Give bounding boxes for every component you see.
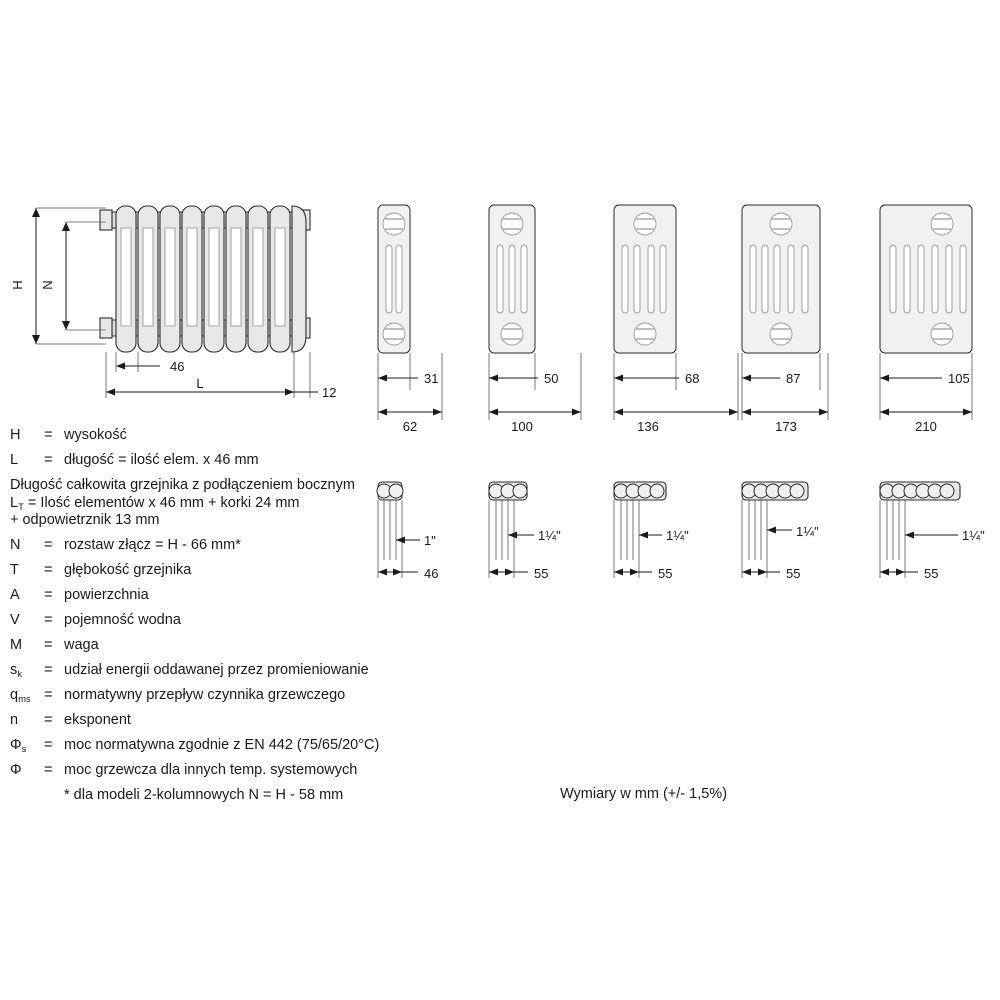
label-depth-inner-31: 31 (424, 371, 439, 386)
side-elevation-view (10, 206, 336, 400)
label-pitch-46: 46 (170, 359, 185, 374)
legend-text: moc grzewcza dla innych temp. systemowych (64, 762, 358, 778)
legend-text: udział energii oddawanej przez promieniowanie (64, 662, 369, 678)
legend-symbol (10, 663, 44, 678)
connection-detail-6-column (880, 482, 985, 581)
legend-row-V (10, 613, 480, 628)
legend-symbol: T (10, 562, 19, 578)
connection-detail-3-column (489, 482, 561, 581)
legend-symbol-base: q (10, 687, 19, 703)
legend-text: wysokość (64, 427, 127, 443)
legend-text: długość = ilość elem. x 46 mm (64, 452, 259, 468)
legend-symbol: M (10, 637, 23, 653)
legend-symbol-sub: k (17, 669, 22, 680)
legend-text: głębokość grzejnika (64, 562, 192, 578)
label-connection-size-1in: 1" (424, 533, 436, 548)
label-depth-inner-50: 50 (544, 371, 559, 386)
section-view-6-column (880, 205, 972, 434)
label-depth-inner-105: 105 (948, 371, 970, 386)
label-depth-outer-210: 210 (915, 419, 937, 434)
legend-row-L (10, 453, 480, 468)
connection-detail-4-column (614, 482, 689, 581)
connection-detail-5-column (742, 482, 819, 581)
legend-symbol: L (10, 452, 19, 468)
legend-symbol: H (10, 427, 21, 443)
section-view-3-column (489, 205, 581, 434)
units-note: Wymiary w mm (+/- 1,5%) (560, 786, 728, 802)
label-connection-offset-46: 46 (424, 566, 439, 581)
legend-equals: = (44, 637, 53, 653)
legend-equals: = (44, 662, 53, 678)
legend-row-phi-s (10, 738, 480, 753)
label-height-H: H (10, 280, 25, 290)
label-depth-outer-173: 173 (775, 419, 797, 434)
label-end-12: 12 (322, 385, 337, 400)
legend-symbol (10, 688, 44, 703)
legend-equals: = (44, 712, 53, 728)
legend-equals: = (44, 737, 53, 753)
legend-total-length-formula (10, 496, 480, 511)
legend-equals: = (44, 687, 53, 703)
label-length-L: L (196, 376, 204, 391)
label-depth-inner-68: 68 (685, 371, 700, 386)
legend-equals: = (44, 562, 53, 578)
legend-equals: = (44, 587, 53, 603)
legend-row-A (10, 588, 480, 603)
label-connection-offset-55-b: 55 (658, 566, 673, 581)
legend-equals: = (44, 427, 53, 443)
legend-text: powierzchnia (64, 587, 149, 603)
legend-symbol (10, 713, 44, 728)
legend-total-length-title: Długość całkowita grzejnika z podłączeniem bocznym (10, 477, 355, 493)
legend-equals: = (44, 452, 53, 468)
legend-row-qms (10, 688, 480, 703)
legend-equals: = (44, 762, 53, 778)
legend-symbol-LT-base: L (10, 494, 19, 511)
legend-text: normatywny przepływ czynnika grzewczego (64, 687, 346, 703)
label-connection-size-125in-c: 1¼" (796, 524, 819, 539)
legend-symbol-sub: ms (18, 694, 31, 705)
legend-symbol (10, 738, 44, 753)
label-depth-outer-136: 136 (637, 419, 659, 434)
legend-row-N (10, 538, 480, 553)
label-depth-outer-62: 62 (402, 419, 418, 434)
section-view-2-column (378, 205, 442, 434)
legend-equals: = (44, 537, 53, 553)
legend-block (10, 428, 480, 803)
label-depth-outer-100: 100 (511, 419, 533, 434)
legend-symbol: A (10, 587, 20, 603)
label-connection-offset-55-c: 55 (786, 566, 801, 581)
legend-symbol (10, 763, 44, 778)
legend-symbol-base: Φ (10, 737, 22, 753)
label-connection-offset-55-a: 55 (534, 566, 549, 581)
legend-row-M (10, 638, 480, 653)
legend-symbol: V (10, 612, 20, 628)
legend-row-phi (10, 763, 480, 778)
legend-total-length-extra: + odpowietrznik 13 mm (10, 512, 160, 528)
legend-text: waga (64, 637, 99, 653)
legend-formula-text: = Ilość elementów x 46 mm + korki 24 mm (27, 494, 300, 511)
section-view-5-column (742, 205, 828, 434)
label-connection-size-125in-a: 1¼" (538, 528, 561, 543)
legend-symbol-LT-sub: T (18, 501, 24, 513)
legend-text: moc normatywna zgodnie z EN 442 (75/65/20°C) (64, 737, 380, 753)
label-connection-offset-55-d: 55 (924, 566, 939, 581)
legend-row-H (10, 428, 480, 443)
legend-footnote: * dla modeli 2-kolumnowych N = H - 58 mm (64, 787, 344, 803)
legend-text: pojemność wodna (64, 612, 181, 628)
label-depth-inner-87: 87 (786, 371, 801, 386)
legend-symbol-base: n (10, 712, 19, 728)
legend-text: eksponent (64, 712, 131, 728)
label-connection-size-125in-b: 1¼" (666, 528, 689, 543)
legend-symbol-base: Φ (10, 762, 22, 778)
legend-text: rozstaw złącz = H - 66 mm* (64, 537, 241, 553)
legend-row-sk (10, 663, 480, 678)
legend-symbol-base: s (10, 662, 18, 678)
legend-row-n (10, 713, 480, 728)
legend-symbol: N (10, 537, 21, 553)
label-spacing-N: N (40, 280, 55, 290)
legend-equals: = (44, 612, 53, 628)
legend-symbol-sub: s (21, 744, 27, 755)
legend-row-T (10, 563, 480, 578)
label-connection-size-125in-d: 1¼" (962, 528, 985, 543)
section-view-4-column (614, 205, 738, 434)
